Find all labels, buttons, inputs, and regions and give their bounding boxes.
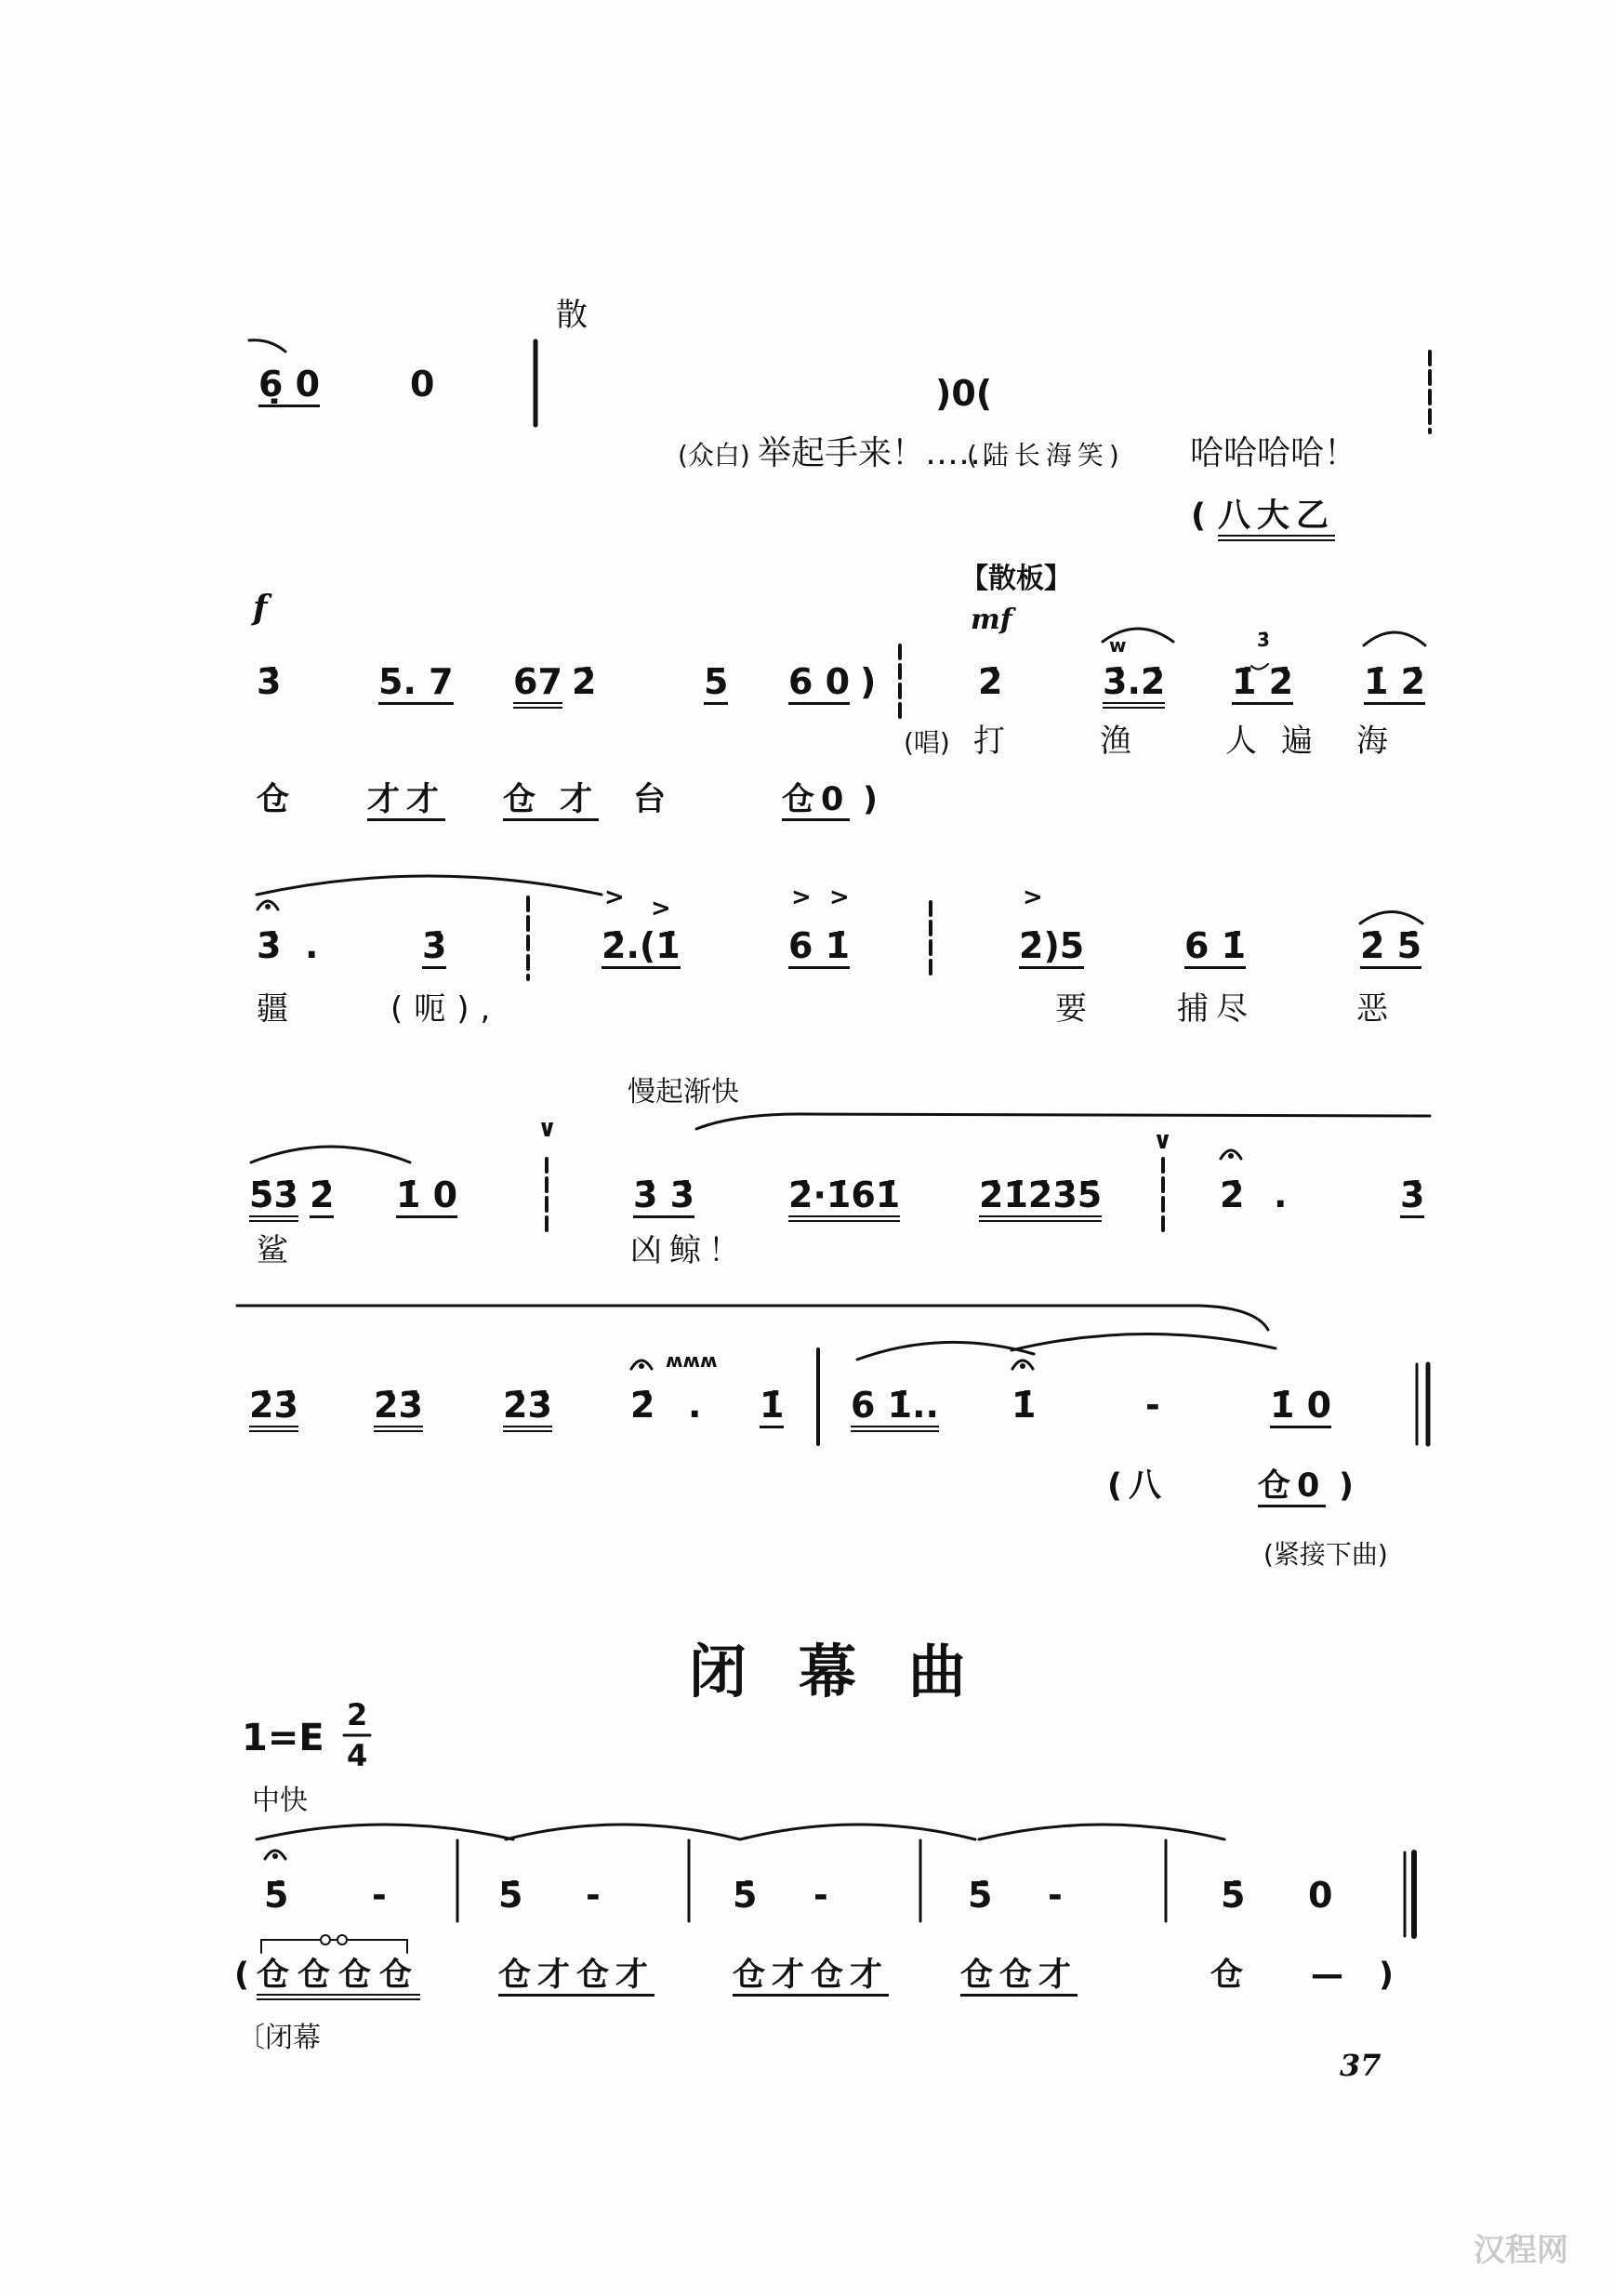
note-dash: - xyxy=(1145,1385,1160,1426)
spoken-line xyxy=(678,433,1357,474)
watermark-logo: 汉程网 xyxy=(1474,2232,1568,2269)
lyric: 海 xyxy=(1356,723,1395,760)
percussion-syllable: 仓 xyxy=(257,781,297,818)
percussion-syllables: 八大乙 xyxy=(1218,498,1335,541)
note-group: 6̣ 0 xyxy=(258,364,320,407)
slur xyxy=(857,1342,1034,1360)
note-group: 5̇ xyxy=(968,1875,993,1916)
note-group: 1̇ xyxy=(1011,1385,1037,1426)
accent-mark: > xyxy=(651,895,671,922)
note-group: 2̇)5 xyxy=(1019,925,1084,969)
banshi-label: 【散板】 xyxy=(960,563,1072,595)
percussion-sustain: — xyxy=(1311,1957,1350,1994)
note-group: 6 1̇ xyxy=(788,925,850,969)
percussion-syllable: 仓才仓才 xyxy=(498,1957,654,1997)
piece-title: 闭幕曲 xyxy=(689,1638,1019,1705)
note-group: 3̇ xyxy=(422,925,446,969)
spoken-text: 举起手来！…… xyxy=(758,434,993,472)
slur xyxy=(696,1114,1430,1129)
lyric: 捕尽 xyxy=(1177,990,1255,1028)
lyric: 鲨 xyxy=(257,1232,296,1269)
percussion-syllable: 仓才仓才 xyxy=(733,1957,889,1997)
accent-mark: > xyxy=(791,883,812,911)
note-group: 1̇ 2̇ xyxy=(1232,661,1293,705)
note-group: 2̇ 5̇ xyxy=(1360,925,1421,969)
segue-cue: (紧接下曲) xyxy=(1263,1539,1388,1570)
dynamic-mezzo-forte: mf xyxy=(971,604,1012,636)
note-group: 3̇.2̇ xyxy=(1103,661,1165,709)
note-group: 3̇ xyxy=(257,925,282,966)
note-group: 1̇ 0 xyxy=(396,1175,457,1218)
percussion-syllable: 才才 xyxy=(367,781,445,821)
note-group: 3̇ xyxy=(257,661,282,702)
lyric: 要 xyxy=(1055,990,1094,1028)
note-group: 5̇ xyxy=(733,1875,758,1916)
accent-mark: > xyxy=(829,883,850,911)
fermata-arc xyxy=(265,1851,285,1859)
note-group: 2̇3̇ xyxy=(503,1385,552,1432)
slur xyxy=(249,340,285,352)
time-signature-bottom: 4 xyxy=(347,1738,368,1773)
fermata-dot xyxy=(1228,1153,1234,1159)
note-group: 2̇3̇ xyxy=(374,1385,423,1432)
percussion-intro xyxy=(1191,498,1335,541)
note-dash: - xyxy=(1048,1875,1063,1916)
note-group: 6 1̇.. xyxy=(851,1385,939,1432)
fermata-arc xyxy=(258,901,278,909)
slur xyxy=(506,1825,740,1839)
percussion-syllable: 仓 xyxy=(1210,1957,1250,1994)
fermata xyxy=(265,1851,285,1859)
percussion-syllable: 仓 才 xyxy=(503,781,599,821)
trill-mark: ʍʍʍ xyxy=(666,1349,718,1372)
note-dot: . xyxy=(1274,1175,1288,1215)
percussion-syllable: 台 xyxy=(633,781,673,818)
fermata xyxy=(1221,1150,1241,1159)
lyric: 打 xyxy=(973,723,1012,760)
lyric: 人遍 xyxy=(1225,723,1337,760)
tempo-mark: 中快 xyxy=(252,1785,308,1817)
note-group: 2̇.(1̇ xyxy=(602,925,681,969)
note-dot: . xyxy=(688,1385,702,1426)
page-number: 37 xyxy=(1340,2048,1382,2083)
fermata xyxy=(631,1360,652,1369)
note-group: 2̇ xyxy=(630,1385,655,1426)
note-group: 5. 7 xyxy=(378,661,454,705)
paren: ) xyxy=(1339,1467,1360,1505)
lyric: 疆 xyxy=(257,990,296,1028)
stage-direction: 〔闭幕 xyxy=(237,2022,321,2054)
note-group: 2̇1̇2̇3̇5̇ xyxy=(979,1175,1102,1222)
breath-mark: ∨ xyxy=(537,1115,558,1143)
percussion-syllable: 仓0 xyxy=(782,781,850,821)
note-group: 5̇ xyxy=(1221,1875,1246,1916)
slur xyxy=(1364,632,1425,645)
tempo-change: 慢起渐快 xyxy=(628,1076,739,1108)
note-group: )0( xyxy=(935,373,993,414)
note-group: 5 xyxy=(704,661,728,705)
grace-note: 3̇ xyxy=(1257,629,1270,651)
paren: ( xyxy=(234,1957,256,1994)
slur xyxy=(1011,1334,1276,1350)
fermata-dot xyxy=(265,904,271,909)
roll-bracket xyxy=(261,1940,407,1953)
trill-mark: w xyxy=(1109,634,1127,657)
breath-mark: ∨ xyxy=(1153,1127,1173,1155)
slur xyxy=(1360,912,1422,924)
fermata xyxy=(1012,1360,1033,1369)
paren: ) xyxy=(860,661,877,702)
roll-circle xyxy=(337,1935,347,1944)
fermata-arc xyxy=(1221,1150,1241,1159)
slur xyxy=(257,1825,513,1839)
lyric-group xyxy=(904,723,1012,762)
speaker-label: (众白) xyxy=(678,440,750,471)
singing-cue: (唱) xyxy=(904,727,950,758)
dynamic-forte: f xyxy=(253,589,268,628)
percussion-syllable: 仓仓仓仓 xyxy=(257,1957,420,2000)
key-signature: 1=E xyxy=(242,1717,324,1759)
stage-direction: (陆长海笑) xyxy=(967,440,1125,471)
time-signature-top: 2 xyxy=(347,1697,368,1732)
percussion-syllable: (八 xyxy=(1107,1467,1168,1505)
note-group: 2̇ xyxy=(572,661,597,702)
note-group: 2̇3̇ xyxy=(249,1385,298,1432)
spoken-text: 哈哈哈哈！ xyxy=(1190,434,1358,472)
note-group: 5̇ xyxy=(264,1875,289,1916)
roll-circle xyxy=(321,1935,330,1944)
fermata-arc xyxy=(1012,1360,1033,1369)
note-group: 3̇ xyxy=(1400,1175,1424,1218)
note-group: 2̇ xyxy=(310,1175,334,1218)
note-group: 0 xyxy=(1308,1875,1333,1916)
lyric: (呃), xyxy=(390,990,502,1028)
fermata-dot xyxy=(1020,1363,1025,1369)
note-group: 1̇ 0 xyxy=(1270,1385,1331,1428)
percussion-syllable: 仓仓才 xyxy=(960,1957,1078,1997)
note-group: 1̇ xyxy=(760,1385,784,1428)
note-group: 2̇ xyxy=(978,661,1003,702)
slur xyxy=(740,1825,975,1839)
note-group: 3̇ 3̇ xyxy=(633,1175,694,1218)
fermata-dot xyxy=(639,1363,644,1369)
note-dash: - xyxy=(813,1875,828,1916)
fermata-dot xyxy=(272,1853,278,1859)
accent-mark: > xyxy=(604,883,625,911)
note-group: 67 xyxy=(513,661,562,709)
slur xyxy=(251,1147,410,1162)
note-dash: - xyxy=(586,1875,601,1916)
note-group: 5̇3̇ xyxy=(249,1175,298,1222)
note-group: 5̇ xyxy=(498,1875,523,1916)
paren: ) xyxy=(1379,1957,1400,1994)
accent-mark: > xyxy=(1023,883,1043,911)
note-group: 1̇ 2̇ xyxy=(1364,661,1425,705)
lyric: 恶 xyxy=(1356,990,1395,1028)
note-dash: - xyxy=(372,1875,387,1916)
paren: ) xyxy=(863,781,884,818)
paren: ( xyxy=(1191,498,1212,535)
slur xyxy=(257,876,602,895)
fermata xyxy=(258,901,278,909)
fermata-arc xyxy=(631,1360,652,1369)
note-dot: . xyxy=(305,925,319,966)
tempo-mark-free: 散 xyxy=(556,297,595,334)
note-group: 0 xyxy=(410,364,435,405)
percussion-syllable: 仓0 xyxy=(1258,1467,1326,1507)
slur xyxy=(237,1306,1268,1330)
note-group: 2̇·1̇61̇ xyxy=(788,1175,900,1222)
note-group: 6 1̇ xyxy=(1184,925,1246,969)
lyric: 凶鲸！ xyxy=(630,1232,747,1269)
note-group: 6 0 xyxy=(788,661,850,705)
note-group: 2̇ xyxy=(1220,1175,1245,1215)
slur xyxy=(979,1825,1224,1839)
lyric: 渔 xyxy=(1100,723,1139,760)
